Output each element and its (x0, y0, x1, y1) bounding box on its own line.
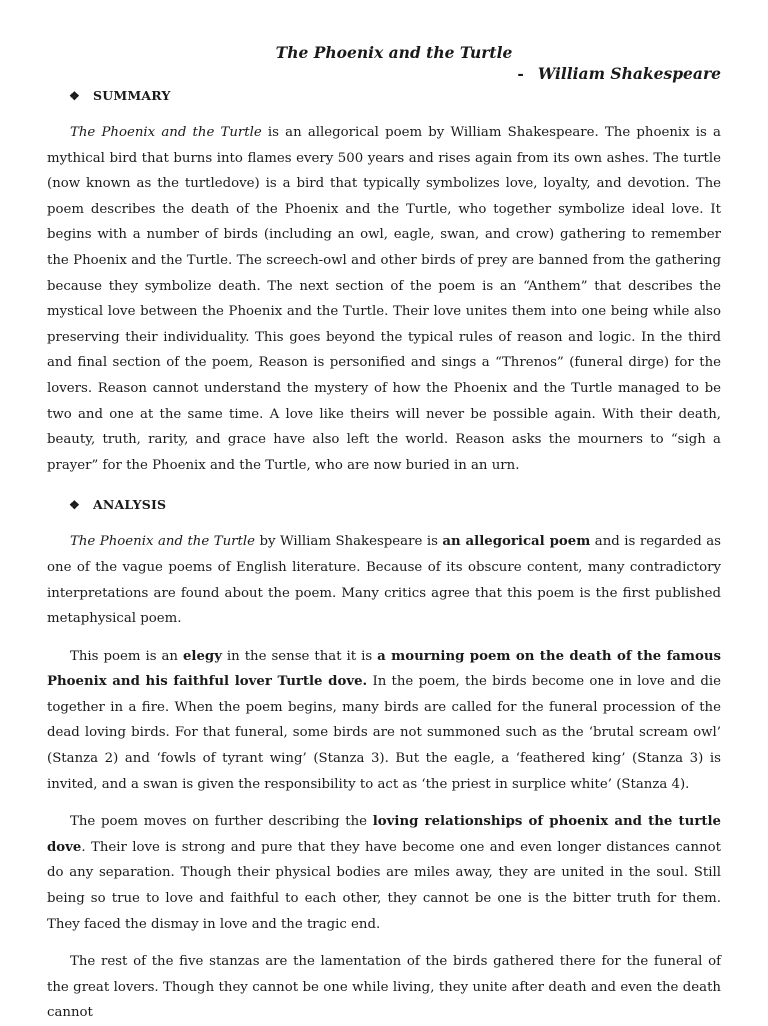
analysis-p3-text-b: . Their love is strong and pure that they have become one and even longer distances cannot do any separation. Though their physical bodies are miles away, they are united in the soul. Still being so true to love and faithful to each other, they cannot be one is the bitter truth for them. They faced the dismay in love and the tragic end. (47, 839, 721, 932)
analysis-p3-bold: loving relationships of phoenix and the turtle dove (47, 814, 721, 855)
analysis-p2-bold-2: a mourning poem on the death of the famous Phoenix and his faithful lover Turtle dove. (47, 648, 721, 690)
analysis-paragraph-2 (47, 644, 721, 798)
diamond-bullet-icon: ❖ (69, 89, 80, 103)
analysis-p2-bold-1: elegy (182, 648, 222, 664)
summary-paragraph (47, 120, 721, 478)
analysis-poem-title: The Phoenix and the Turtle (70, 534, 255, 550)
summary-heading (47, 86, 721, 106)
analysis-paragraph-1 (47, 529, 721, 631)
analysis-paragraph-4: The rest of the five stanzas are the lamentation of the birds gathered there for the funeral of the great lovers. Though they cannot be one while living, they unite after death and even the death cannot (47, 954, 721, 1021)
document-page (47, 40, 721, 1026)
author-dash: - (517, 64, 524, 83)
analysis-p2-text-a: This poem is an (70, 648, 183, 664)
analysis-heading-label: ANALYSIS (93, 497, 167, 513)
analysis-paragraph-3 (47, 809, 721, 937)
diamond-bullet-icon: ❖ (69, 498, 80, 513)
analysis-heading (47, 495, 721, 515)
document-title: The Phoenix and the Turtle (275, 43, 513, 62)
analysis-p3-text-a: The poem moves on further describing the (70, 814, 373, 830)
analysis-p2-text-b: in the sense that it is (221, 648, 378, 664)
summary-heading-label: SUMMARY (93, 88, 171, 103)
summary-poem-title: The Phoenix and the Turtle (70, 125, 262, 140)
analysis-p1-text-b: and is regarded as one of the vague poems of English literature. Because of its obscure content, many contradictory interpretations are found about the poem. Many critics agree that this poem is the first published metaphysical poem. (47, 534, 721, 627)
analysis-p2-text-c: In the poem, the birds become one in love and die together in a fire. When the poem begins, many birds are called for the funeral procession of the dead loving birds. For that funeral, some birds are not summoned such as the ‘brutal scream owl’ (Stanza 2) and ‘fowls of tyrant wing’ (Stanza 3). But the eagle, a ‘feathered king’ (Stanza 3) is invited, and a swan is given the responsibility to act as ‘the priest in surplice white’ (Stanza 4). (47, 674, 721, 792)
author-name: William Shakespeare (537, 64, 721, 83)
analysis-p1-text-a: by William Shakespeare is (254, 534, 443, 550)
analysis-p1-bold: an allegorical poem (442, 534, 591, 550)
summary-text: is an allegorical poem by William Shakespeare. The phoenix is a mythical bird that burns into flames every 500 years and rises again from its own ashes. The turtle (now known as the turtledove) is a bird that typically symbolizes love, loyalty, and devotion. The poem describes the death of the Phoenix and the Turtle, who together symbolize ideal love. It begins with a number of birds (including an owl, eagle, swan, and crow) gathering to remember the Phoenix and the Turtle. The screech-owl and other birds of prey are banned from the gathering because they symbolize death. The next section of the poem is an “Anthem” that describes the mystical love between the Phoenix and the Turtle. Their love unites them into one being while also preserving their individuality. This goes beyond the typical rules of reason and logic. In the third and final section of the poem, Reason is personified and sings a “Threnos” (funeral dirge) for the lovers. Reason cannot understand the mystery of how the Phoenix and the Turtle managed to be two and one at the same time. A love like theirs will never be possible again. With their death, beauty, truth, rarity, and grace have also left the world. Reason asks the mourners to “sigh a prayer” for the Phoenix and the Turtle, who are now buried in an urn. (47, 125, 721, 473)
